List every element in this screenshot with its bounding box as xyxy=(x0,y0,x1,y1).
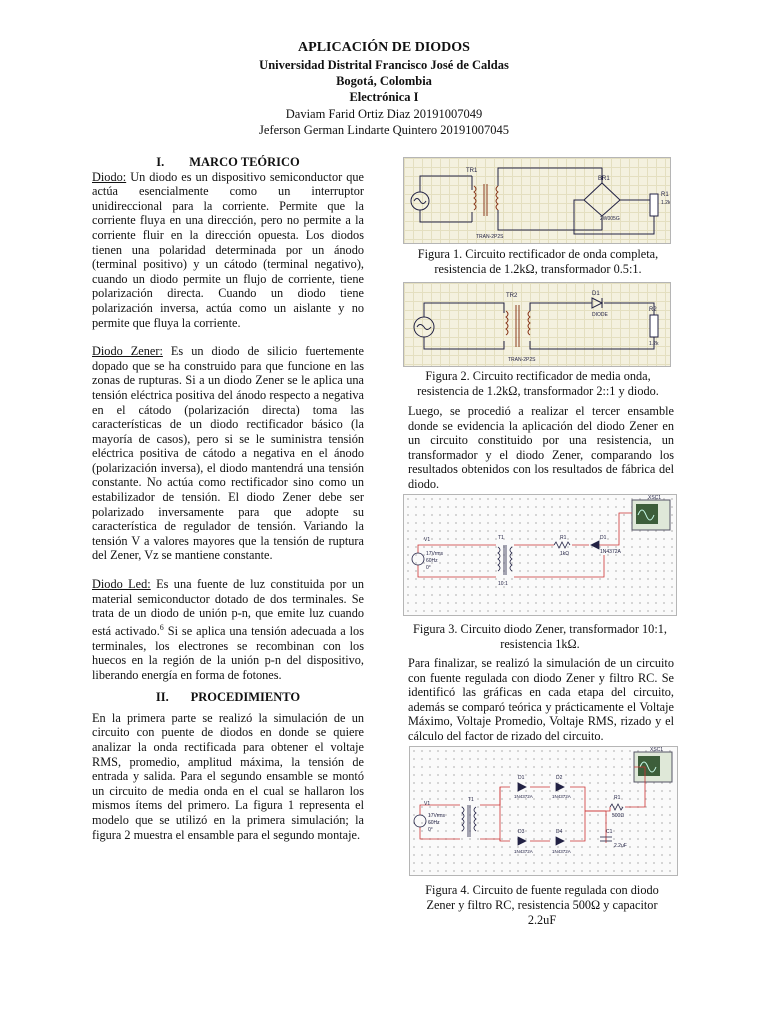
figure-3-caption-line-2: resistencia 1kΩ. xyxy=(500,637,580,651)
fig1-br-model: 2W005G xyxy=(600,216,620,222)
fig4-r-value: 500Ω xyxy=(612,813,625,819)
fig4-d4-label: D4 xyxy=(556,829,563,835)
fig4-t-label: T1 xyxy=(468,797,474,803)
fig4-d1-model: 1N4372A xyxy=(514,794,533,799)
fig3-t-ratio: 10:1 xyxy=(498,581,508,587)
fig3-v-label: V1 xyxy=(424,537,431,543)
fig4-d2-label: D2 xyxy=(556,775,563,781)
city: Bogotá, Colombia xyxy=(336,74,432,88)
led-text-b: Si se aplica una tensión adecuada a los terminales, los electrones se recombinan con los huecos en la región de la unión p-n del dispositivo, liberando energía en forma de fotones. xyxy=(92,623,364,682)
fig3-r-value: 1kΩ xyxy=(560,551,570,557)
fig3-v-deg: 0° xyxy=(426,565,431,571)
fig4-v-label: V1 xyxy=(424,801,431,807)
fig4-v-deg: 0° xyxy=(428,827,433,833)
fig4-v-rms: 17Vrms xyxy=(428,813,446,819)
section-1-heading: I. MARCO TEÓRICO xyxy=(156,155,300,169)
fig4-r-label: R1 xyxy=(614,795,621,801)
procedure-paragraph: En la primera parte se realizó la simulación de un circuito con puente de diodos en donde se quiere analizar la onda rectificada para obtener el voltaje RMS, promedio, amplitud máxima, la tensión de entrada y salida. Para el segundo ensamble se montó un circuito de media onda en el cual se hallaron los mismos ítems del primero. La figura 1 representa el modelo que se utilizó en la primera simulación; la figura 2 muestra el ensamble para el segundo montaje. xyxy=(92,710,364,842)
led-text-a: Es una fuente de luz constituida por un material semiconductor dotado de dos terminales. Se trata de un diodo de unión p-n, que emite luz cuando está activado. xyxy=(92,577,364,638)
fig4-d1-label: D1 xyxy=(518,775,525,781)
paper-title: APLICACIÓN DE DIODOS xyxy=(298,40,470,55)
figure-1-caption-line-1: Figura 1. Circuito rectificador de onda completa, xyxy=(417,247,659,261)
figure-4-caption-line-3: 2.2uF xyxy=(527,913,557,927)
fig1-r-value: 1.2k xyxy=(661,200,670,206)
figure-3-image xyxy=(403,494,677,616)
zener-text: Es un diodo de silicio fuertemente dopado que se ha construido para que funcione en las zonas de rupturas. Si a un diodo Zener se le aplica una tensión eléctrica positiva del ánodo respecto a negativa en el cátodo (polarización directa) toma las características de un diodo rectificador básico (la mayoría de casos), pero si se le suministra tensión eléctrica positiva de cátodo a negativa en el ánodo (polarización inversa), el diodo mantendrá una tensión constante. No actúa como rectificador sino como un estabilizador de tensión. El diodo Zener debe ser polarizado inversamente para que adopte su característica de regulador de tensión. Variando la tensión V a valores mayores que la tensión de ruptura del Zener, Vz se mantiene constante. xyxy=(92,344,364,563)
fig4-c-value: 2.2uF xyxy=(614,843,627,849)
fig3-r-label: R1 xyxy=(560,535,567,541)
fig3-v-rms: 17Vrms xyxy=(426,551,444,557)
fig4-d3-model: 1N4372A xyxy=(514,849,533,854)
university: Universidad Distrital Francisco José de Caldas xyxy=(259,58,509,72)
figure-4-caption-line-1: Figura 4. Circuito de fuente regulada con diodo xyxy=(425,883,659,897)
figure-4-caption-line-2: Zener y filtro RC, resistencia 500Ω y capacitor xyxy=(426,898,658,912)
figure-3-caption xyxy=(390,622,690,652)
author-2: Jeferson German Lindarte Quintero 20191007045 xyxy=(259,123,509,137)
fig2-tr-model: TRAN-2P2S xyxy=(508,357,536,363)
fig2-d-label: D1 xyxy=(592,291,600,297)
figure-2-caption-line-2: resistencia de 1.2kΩ, transformador 2::1 y diodo. xyxy=(417,384,659,398)
zener-term: Diodo Zener: xyxy=(92,344,163,359)
figure-2-image xyxy=(403,282,671,367)
fig2-r-label: R2 xyxy=(649,307,657,313)
fig2-d-model: DIODE xyxy=(592,312,608,318)
right-paragraph-2: Para finalizar, se realizó la simulación de un circuito con fuente regulada con diodo Zener y filtro RC. Se identificó las gráficas en cada etapa del circuito, además se comparó teórica y prácticamente el Voltaje Máximo, Voltaje Promedio, Voltaje RMS, rizado y el cálculo del factor de rizado del circuito. xyxy=(408,656,674,743)
zener-paragraph xyxy=(92,344,364,563)
figure-1-caption xyxy=(388,247,688,277)
diodo-paragraph xyxy=(92,170,364,331)
figure-2-caption xyxy=(380,369,696,399)
figure-1-schematic xyxy=(404,158,670,243)
left-column xyxy=(92,155,364,842)
fig1-tr-label: TR1 xyxy=(466,168,478,174)
fig3-v-hz: 60Hz xyxy=(426,558,438,564)
figure-4-image xyxy=(409,746,678,876)
fig1-r-label: R1 xyxy=(661,192,669,198)
fig4-d3-label: D3 xyxy=(518,829,525,835)
figure-4-schematic xyxy=(410,747,677,875)
figure-4-caption xyxy=(392,883,692,928)
figure-1-image xyxy=(403,157,671,244)
fig3-d-label: D1 xyxy=(600,535,607,541)
section-2-heading: II. PROCEDIMIENTO xyxy=(155,690,301,705)
figure-3-schematic xyxy=(404,495,676,615)
led-term: Diodo Led: xyxy=(92,577,151,592)
author-1: Daviam Farid Ortiz Diaz 20191007049 xyxy=(285,107,483,121)
figure-3-caption-line-1: Figura 3. Circuito diodo Zener, transformador 10:1, xyxy=(413,622,667,636)
fig3-t-label: T1 xyxy=(498,535,504,541)
fig1-br-label: BR1 xyxy=(598,176,610,182)
diodo-text: Un diodo es un dispositivo semiconductor que actúa esencialmente como un interruptor unidireccional para la corriente. Permite que la corriente fluya en una dirección, pero no permite a la corriente fluir en la dirección opuesta. Los diodos tienen una polaridad determinada por un ánodo (terminal positivo) y un cátodo (terminal negativo), cuando un diodo permite un flujo de corriente, tiene polarización directa. Cuando un diodo tiene polarización inversa, actúa como un aislante y no permite que fluya la corriente. xyxy=(92,169,364,330)
fig2-tr-label: TR2 xyxy=(506,293,518,299)
fig2-r-value: 1.2k xyxy=(649,341,659,347)
fig4-v-hz: 60Hz xyxy=(428,820,440,826)
right-paragraph-1: Luego, se procedió a realizar el tercer ensamble donde se evidencia la aplicación del diodo Zener en un circuito constituido por una resistencia, un transformador y el diodo Zener, comparando los resultados obtenidos con los resultados de fábrica del diodo. xyxy=(408,404,674,491)
fig4-xsc-label: XSC1 xyxy=(650,747,664,753)
fig4-d4-model: 1N4372A xyxy=(552,849,571,854)
figure-2-caption-line-1: Figura 2. Circuito rectificador de media onda, xyxy=(425,369,651,383)
fig4-d2-model: 1N4372A xyxy=(552,794,571,799)
fig4-c-label: C1 xyxy=(606,829,613,835)
fig3-d-model: 1N4372A xyxy=(600,549,621,555)
led-paragraph xyxy=(92,577,364,682)
figure-2-schematic xyxy=(404,283,670,366)
course: Electrónica I xyxy=(349,90,419,104)
fig3-xsc-label: XSC1 xyxy=(648,495,662,501)
diodo-term: Diodo: xyxy=(92,169,127,184)
footnote-ref: 6 xyxy=(159,622,164,632)
fig1-tr-model: TRAN-2P2S xyxy=(476,234,504,240)
figure-1-caption-line-2: resistencia de 1.2kΩ, transformador 0.5:1. xyxy=(434,262,642,276)
